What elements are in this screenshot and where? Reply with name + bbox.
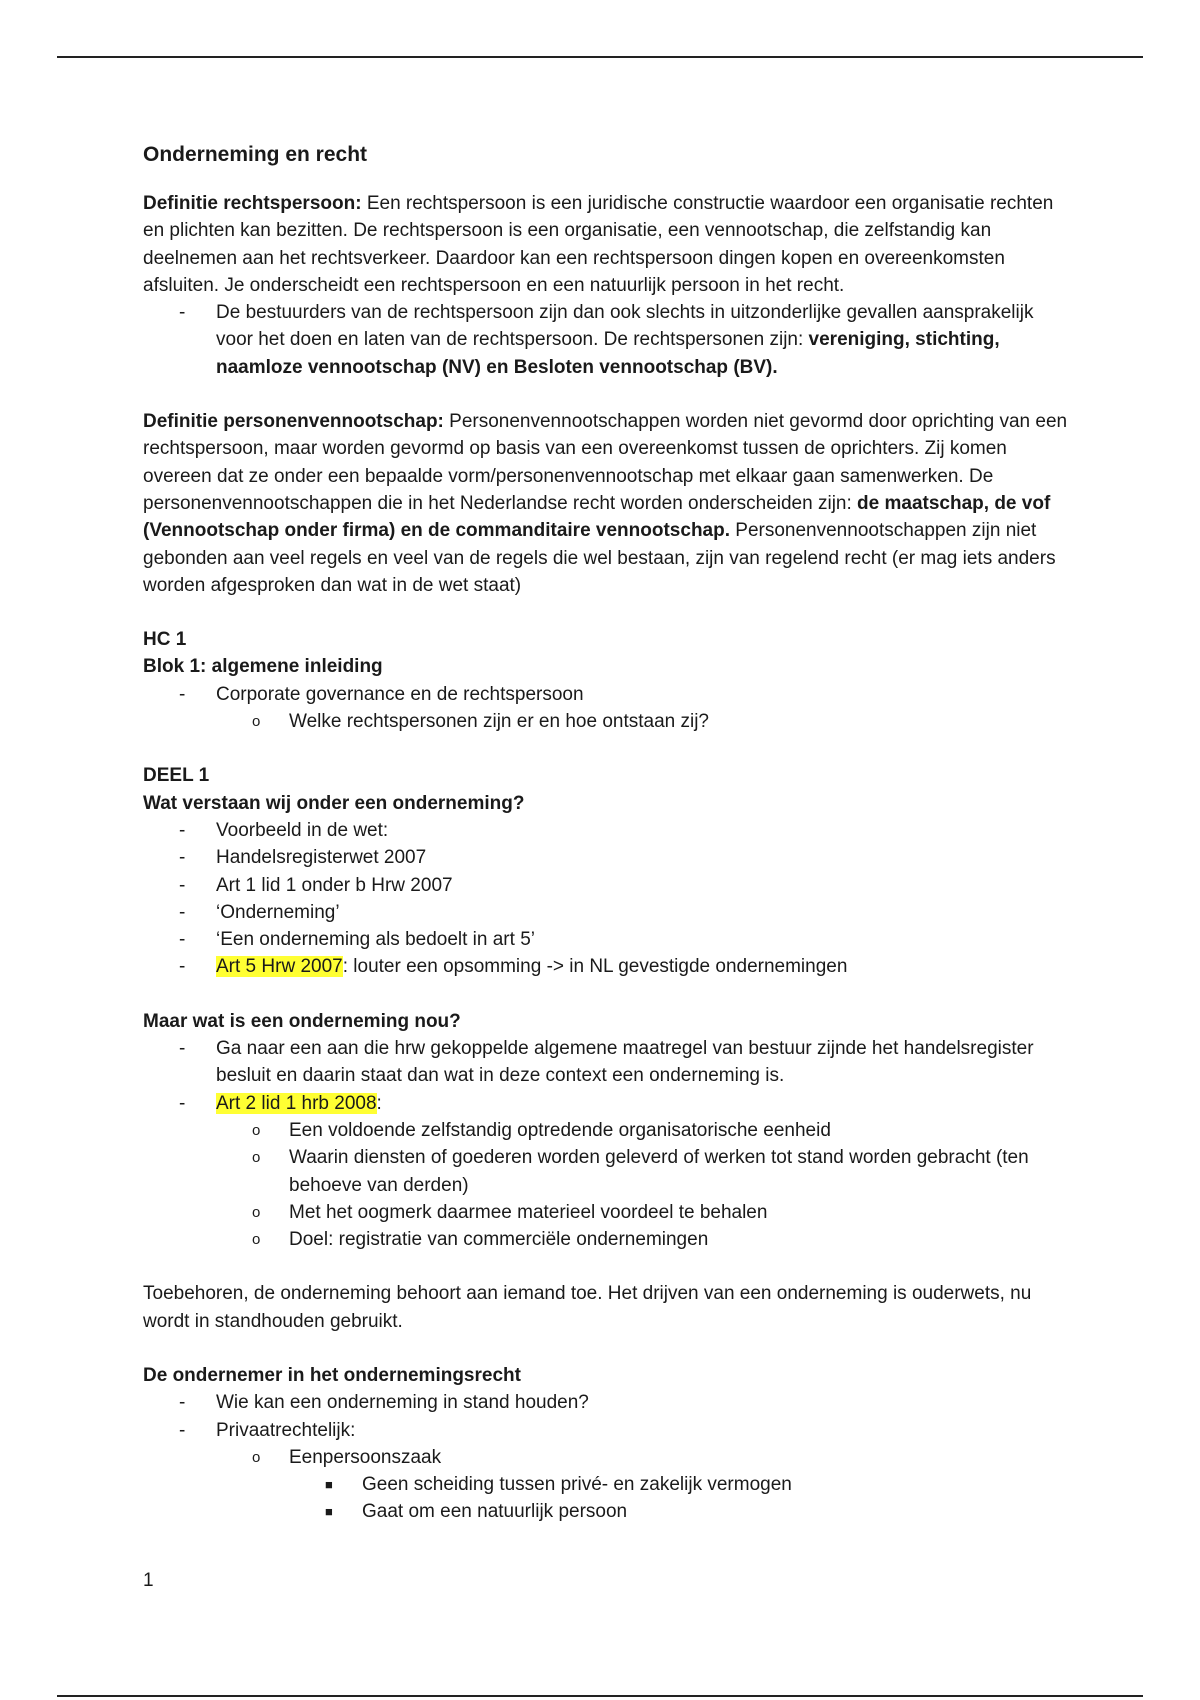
square-marker: ■	[325, 1477, 333, 1493]
list-item	[289, 1471, 1073, 1498]
list-item	[143, 953, 1073, 980]
ondernemer-sub-text: Eenpersoonszaak	[289, 1446, 442, 1468]
list-item	[143, 899, 1073, 926]
dash-marker: -	[179, 1392, 186, 1414]
circle-marker: o	[252, 713, 261, 731]
ondernemer-bullet2-text: Privaatrechtelijk:	[216, 1419, 356, 1441]
deel1-item-text: Handelsregisterwet 2007	[216, 847, 427, 869]
list-item	[143, 681, 1073, 736]
hc1-heading: HC 1	[143, 629, 187, 651]
square-marker: ■	[325, 1504, 333, 1520]
list-item	[289, 1498, 1073, 1525]
art2-highlight: Art 2 lid 1 hrb 2008	[216, 1092, 377, 1114]
ondernemer-subsublist	[289, 1471, 1073, 1526]
maar-sub-text: Waarin diensten of goederen worden geleverd of werken tot stand worden gebracht (ten behoeve van derden)	[289, 1147, 1029, 1196]
art2-rest: :	[376, 1092, 382, 1114]
hc1-list	[143, 681, 1073, 736]
list-item	[216, 708, 1073, 735]
maar-heading: Maar wat is een onderneming nou?	[143, 1010, 461, 1032]
deel1-question: Wat verstaan wij onder een onderneming?	[143, 792, 525, 814]
dash-marker: -	[179, 956, 186, 978]
list-item	[216, 1117, 1073, 1144]
list-item	[216, 1144, 1073, 1199]
list-item	[143, 1389, 1073, 1416]
deel1-item-text: ‘Een onderneming als bedoelt in art 5’	[216, 929, 535, 951]
deel1-list	[143, 817, 1073, 981]
maar-sub-text: Een voldoende zelfstandig optredende organisatorische eenheid	[289, 1119, 831, 1141]
dash-marker: -	[179, 847, 186, 869]
deel1-item-text: ‘Onderneming’	[216, 901, 340, 923]
list-item	[143, 872, 1073, 899]
dash-marker: -	[179, 1038, 186, 1060]
ondernemer-list	[143, 1389, 1073, 1525]
def-rechtspersoon-list	[143, 299, 1073, 381]
dash-marker: -	[179, 901, 186, 923]
list-item	[143, 299, 1073, 381]
list-item	[143, 817, 1073, 844]
blok1-heading: Blok 1: algemene inleiding	[143, 656, 383, 678]
circle-marker: o	[252, 1448, 261, 1466]
page-title: Onderneming en recht	[143, 143, 368, 166]
hc1-sub-text: Welke rechtspersonen zijn er en hoe ontstaan zij?	[289, 711, 710, 733]
top-rule	[57, 56, 1143, 58]
circle-marker: o	[252, 1231, 261, 1249]
def-personenvennootschap-text2: Personenvennootschappen zijn niet gebonden aan veel regels en veel van de regels die wel bestaan, zijn van regelend recht (er mag iets anders worden afgesproken dan wat in de wet staat)	[143, 520, 1056, 596]
def-personenvennootschap-paragraph	[143, 408, 1073, 599]
def-personenvennootschap-label: Definitie personenvennootschap:	[143, 411, 444, 433]
def-rechtspersoon-label: Definitie rechtspersoon:	[143, 193, 362, 214]
circle-marker: o	[252, 1121, 261, 1139]
maar-sub-text: Doel: registratie van commerciële ondernemingen	[289, 1229, 709, 1251]
art5-rest: : louter een opsomming -> in NL gevestigde ondernemingen	[342, 956, 848, 978]
dash-marker: -	[179, 874, 186, 896]
def-rechtspersoon-text: Een rechtspersoon is een juridische constructie waardoor een organisatie rechten en plichten kan bezitten. De rechtspersoon is een organisatie, een vennootschap, die zelfstandig kan deelnemen aan het rechtsverkeer. Daardoor kan een rechtspersoon dingen kopen en overeenkomsten afsluiten. Je onderscheidt een rechtspersoon en een natuurlijk persoon in het recht.	[143, 193, 1054, 296]
art5-highlight: Art 5 Hrw 2007	[216, 956, 343, 978]
list-item	[143, 1035, 1073, 1090]
dash-marker: -	[179, 302, 186, 324]
def-personenvennootschap-text1: Personenvennootschappen worden niet gevormd door oprichting van een rechtspersoon, maar worden gevormd op basis van een overeenkomst tussen de oprichters. Zij komen overeen dat ze onder een bepaalde vorm/personenvennootschap met elkaar gaan samenwerken. De personenvennootschappen die in het Nederlandse recht worden onderscheiden zijn:	[143, 411, 1068, 514]
dash-marker: -	[179, 929, 186, 951]
list-item	[216, 1226, 1073, 1253]
circle-marker: o	[252, 1149, 261, 1167]
circle-marker: o	[252, 1203, 261, 1221]
dash-marker: -	[179, 1419, 186, 1441]
ondernemer-subsub-text: Geen scheiding tussen privé- en zakelijk vermogen	[362, 1474, 792, 1496]
list-item	[143, 1090, 1073, 1254]
rechtspersonen-types: vereniging, stichting, naamloze vennootschap (NV) en Besloten vennootschap (BV).	[216, 329, 1000, 378]
toebehoren-paragraph: Toebehoren, de onderneming behoort aan iemand toe. Het drijven van een onderneming is ouderwets, nu wordt in standhouden gebruikt.	[143, 1283, 1032, 1332]
maar-sub-text: Met het oogmerk daarmee materieel voordeel te behalen	[289, 1201, 768, 1223]
list-item	[216, 1444, 1073, 1526]
ondernemer-bullet1-text: Wie kan een onderneming in stand houden?	[216, 1392, 589, 1414]
bestuurders-text: De bestuurders van de rechtspersoon zijn dan ook slechts in uitzonderlijke gevallen aansprakelijk voor het doen en laten van de rechtspersoon. De rechtspersonen zijn:	[216, 302, 1034, 351]
page-number: 1	[143, 1570, 154, 1591]
deel1-heading: DEEL 1	[143, 765, 210, 787]
personenvennootschap-types: de maatschap, de vof (Vennootschap onder firma) en de commanditaire vennootschap.	[143, 492, 1051, 542]
dash-marker: -	[179, 683, 186, 705]
ondernemer-subsub-text: Gaat om een natuurlijk persoon	[362, 1501, 628, 1523]
maar-sublist	[216, 1117, 1073, 1253]
bottom-rule	[57, 1695, 1143, 1697]
list-item	[216, 1199, 1073, 1226]
hc1-bullet-text: Corporate governance en de rechtspersoon	[216, 683, 584, 705]
document-page	[143, 140, 1073, 1526]
list-item	[143, 926, 1073, 953]
maar-list	[143, 1035, 1073, 1253]
maar-bullet1-text: Ga naar een aan die hrw gekoppelde algemene maatregel van bestuur zijnde het handelsregister besluit en daarin staat dan wat in deze context een onderneming is.	[216, 1038, 1034, 1087]
deel1-item-text: Voorbeeld in de wet:	[216, 819, 389, 841]
ondernemer-sublist	[216, 1444, 1073, 1526]
list-item	[143, 844, 1073, 871]
dash-marker: -	[179, 1092, 186, 1114]
dash-marker: -	[179, 819, 186, 841]
hc1-sublist	[216, 708, 1073, 735]
ondernemer-heading: De ondernemer in het ondernemingsrecht	[143, 1364, 521, 1386]
deel1-item-text: Art 1 lid 1 onder b Hrw 2007	[216, 874, 453, 896]
list-item	[143, 1417, 1073, 1526]
def-rechtspersoon-paragraph	[143, 190, 1073, 299]
